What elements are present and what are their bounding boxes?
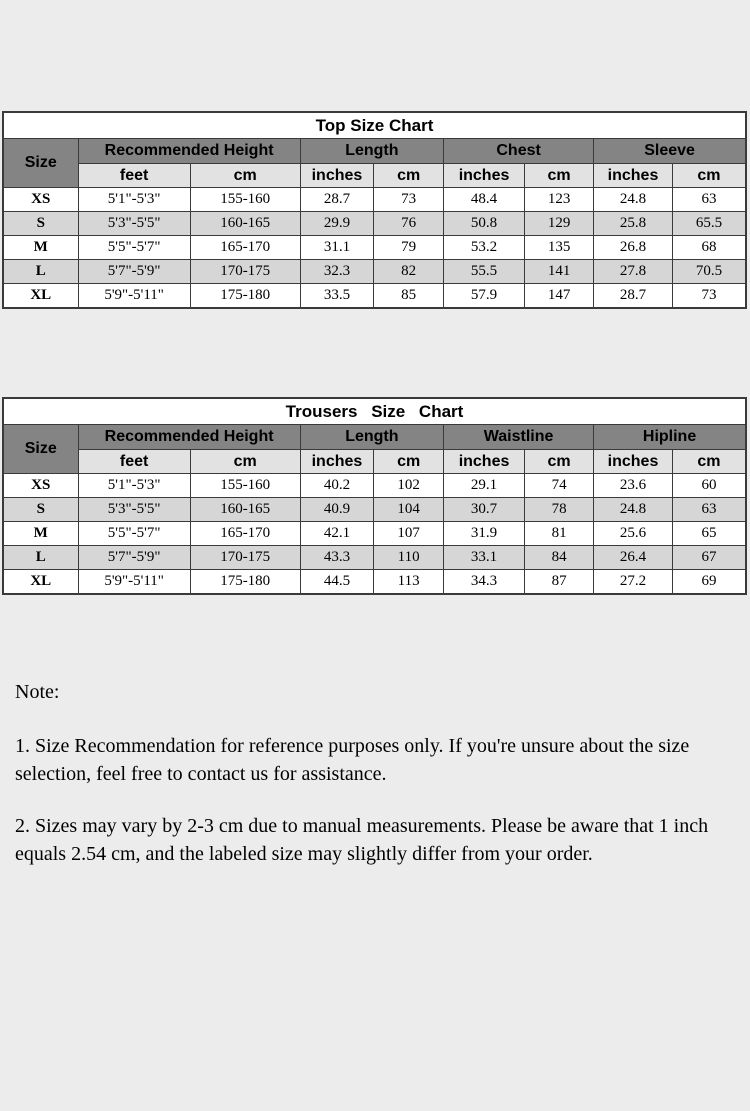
table-cell: 155-160: [190, 188, 300, 212]
unit-header: cm: [190, 164, 300, 188]
size-cell: S: [3, 498, 78, 522]
table-cell: 5'7"-5'9": [78, 546, 190, 570]
table-cell: 29.9: [300, 212, 374, 236]
table-cell: 5'9"-5'11": [78, 570, 190, 595]
table-cell: 5'5"-5'7": [78, 522, 190, 546]
table-cell: 73: [672, 284, 746, 309]
table-cell: 5'3"-5'5": [78, 212, 190, 236]
table-cell: 5'9"-5'11": [78, 284, 190, 309]
table-title: Trousers Size Chart: [3, 398, 746, 425]
unit-header-row: [3, 450, 746, 474]
table-cell: 102: [374, 474, 444, 498]
size-cell: XS: [3, 188, 78, 212]
unit-header: inches: [594, 450, 673, 474]
table-row: [3, 188, 746, 212]
column-group-row: [3, 425, 746, 450]
column-group-header: Chest: [444, 139, 594, 164]
column-group-header: Recommended Height: [78, 139, 300, 164]
table-cell: 160-165: [190, 212, 300, 236]
table-row: [3, 212, 746, 236]
table-cell: 104: [374, 498, 444, 522]
table-cell: 79: [374, 236, 444, 260]
table-cell: 33.5: [300, 284, 374, 309]
unit-header: feet: [78, 450, 190, 474]
table-cell: 165-170: [190, 236, 300, 260]
table-cell: 50.8: [444, 212, 525, 236]
table-cell: 25.6: [594, 522, 673, 546]
table-cell: 28.7: [300, 188, 374, 212]
table-cell: 82: [374, 260, 444, 284]
table-row: [3, 260, 746, 284]
unit-header: inches: [594, 164, 673, 188]
table-cell: 48.4: [444, 188, 525, 212]
unit-header: cm: [190, 450, 300, 474]
table-cell: 25.8: [594, 212, 673, 236]
table-cell: 24.8: [594, 188, 673, 212]
trousers-size-chart-table: [2, 397, 747, 595]
table-cell: 33.1: [444, 546, 525, 570]
table-row: [3, 498, 746, 522]
size-cell: S: [3, 212, 78, 236]
size-cell: L: [3, 546, 78, 570]
table-cell: 31.9: [444, 522, 525, 546]
table-cell: 23.6: [594, 474, 673, 498]
unit-header: cm: [374, 164, 444, 188]
unit-header: cm: [374, 450, 444, 474]
size-chart-page: [0, 111, 750, 1111]
table-cell: 175-180: [190, 284, 300, 309]
table-cell: 129: [525, 212, 594, 236]
table-cell: 55.5: [444, 260, 525, 284]
unit-header: inches: [300, 450, 374, 474]
top-size-chart-table: [2, 111, 747, 309]
table-cell: 32.3: [300, 260, 374, 284]
table-cell: 85: [374, 284, 444, 309]
table-cell: 170-175: [190, 260, 300, 284]
table-cell: 27.8: [594, 260, 673, 284]
table-cell: 165-170: [190, 522, 300, 546]
column-group-header: Length: [300, 139, 443, 164]
table-cell: 63: [672, 188, 746, 212]
table-cell: 5'7"-5'9": [78, 260, 190, 284]
table-cell: 147: [525, 284, 594, 309]
table-title-row: [3, 398, 746, 425]
table-cell: 73: [374, 188, 444, 212]
table-cell: 40.9: [300, 498, 374, 522]
table-row: [3, 546, 746, 570]
size-cell: XL: [3, 570, 78, 595]
column-group-header: Length: [300, 425, 443, 450]
table-cell: 31.1: [300, 236, 374, 260]
note-section: [15, 678, 736, 868]
table-cell: 135: [525, 236, 594, 260]
unit-header: cm: [525, 164, 594, 188]
table-cell: 27.2: [594, 570, 673, 595]
table-cell: 5'5"-5'7": [78, 236, 190, 260]
table-cell: 68: [672, 236, 746, 260]
table-cell: 170-175: [190, 546, 300, 570]
table-cell: 110: [374, 546, 444, 570]
table-row: [3, 474, 746, 498]
table-cell: 63: [672, 498, 746, 522]
size-column-header: Size: [3, 425, 78, 474]
column-group-row: [3, 139, 746, 164]
table-row: [3, 522, 746, 546]
table-cell: 53.2: [444, 236, 525, 260]
unit-header: cm: [672, 164, 746, 188]
table-cell: 65.5: [672, 212, 746, 236]
table-cell: 84: [525, 546, 594, 570]
table-cell: 155-160: [190, 474, 300, 498]
table-cell: 43.3: [300, 546, 374, 570]
unit-header: inches: [300, 164, 374, 188]
unit-header-row: [3, 164, 746, 188]
table-cell: 78: [525, 498, 594, 522]
table-cell: 30.7: [444, 498, 525, 522]
table-cell: 74: [525, 474, 594, 498]
table-cell: 57.9: [444, 284, 525, 309]
table-cell: 160-165: [190, 498, 300, 522]
table-cell: 28.7: [594, 284, 673, 309]
table-cell: 107: [374, 522, 444, 546]
table-row: [3, 236, 746, 260]
table-title: Top Size Chart: [3, 112, 746, 139]
unit-header: inches: [444, 450, 525, 474]
table-cell: 44.5: [300, 570, 374, 595]
table-cell: 24.8: [594, 498, 673, 522]
note-label: Note:: [15, 681, 60, 703]
table-cell: 113: [374, 570, 444, 595]
table-row: [3, 570, 746, 595]
table-cell: 141: [525, 260, 594, 284]
table-cell: 34.3: [444, 570, 525, 595]
unit-header: cm: [672, 450, 746, 474]
table-cell: 69: [672, 570, 746, 595]
size-cell: XS: [3, 474, 78, 498]
table-row: [3, 284, 746, 309]
size-cell: M: [3, 236, 78, 260]
table-cell: 65: [672, 522, 746, 546]
table-cell: 76: [374, 212, 444, 236]
table-cell: 29.1: [444, 474, 525, 498]
table-cell: 123: [525, 188, 594, 212]
table-title-row: [3, 112, 746, 139]
table-cell: 175-180: [190, 570, 300, 595]
table-cell: 5'1"-5'3": [78, 188, 190, 212]
size-cell: XL: [3, 284, 78, 309]
table-cell: 81: [525, 522, 594, 546]
table-cell: 87: [525, 570, 594, 595]
unit-header: inches: [444, 164, 525, 188]
unit-header: feet: [78, 164, 190, 188]
table-cell: 70.5: [672, 260, 746, 284]
table-cell: 26.8: [594, 236, 673, 260]
table-cell: 40.2: [300, 474, 374, 498]
table-cell: 5'1"-5'3": [78, 474, 190, 498]
note-item-1: 1. Size Recommendation for reference purposes only. If you're unsure about the size selection, feel free to contact us for assistance.: [15, 735, 690, 785]
table-cell: 60: [672, 474, 746, 498]
table-cell: 26.4: [594, 546, 673, 570]
size-column-header: Size: [3, 139, 78, 188]
table-cell: 42.1: [300, 522, 374, 546]
size-cell: M: [3, 522, 78, 546]
column-group-header: Hipline: [594, 425, 746, 450]
note-item-2: 2. Sizes may vary by 2-3 cm due to manual measurements. Please be aware that 1 inch equals 2.54 cm, and the labeled size may slightly differ from your order.: [15, 815, 709, 865]
size-cell: L: [3, 260, 78, 284]
unit-header: cm: [525, 450, 594, 474]
table-cell: 5'3"-5'5": [78, 498, 190, 522]
table-cell: 67: [672, 546, 746, 570]
column-group-header: Waistline: [444, 425, 594, 450]
column-group-header: Sleeve: [594, 139, 746, 164]
column-group-header: Recommended Height: [78, 425, 300, 450]
